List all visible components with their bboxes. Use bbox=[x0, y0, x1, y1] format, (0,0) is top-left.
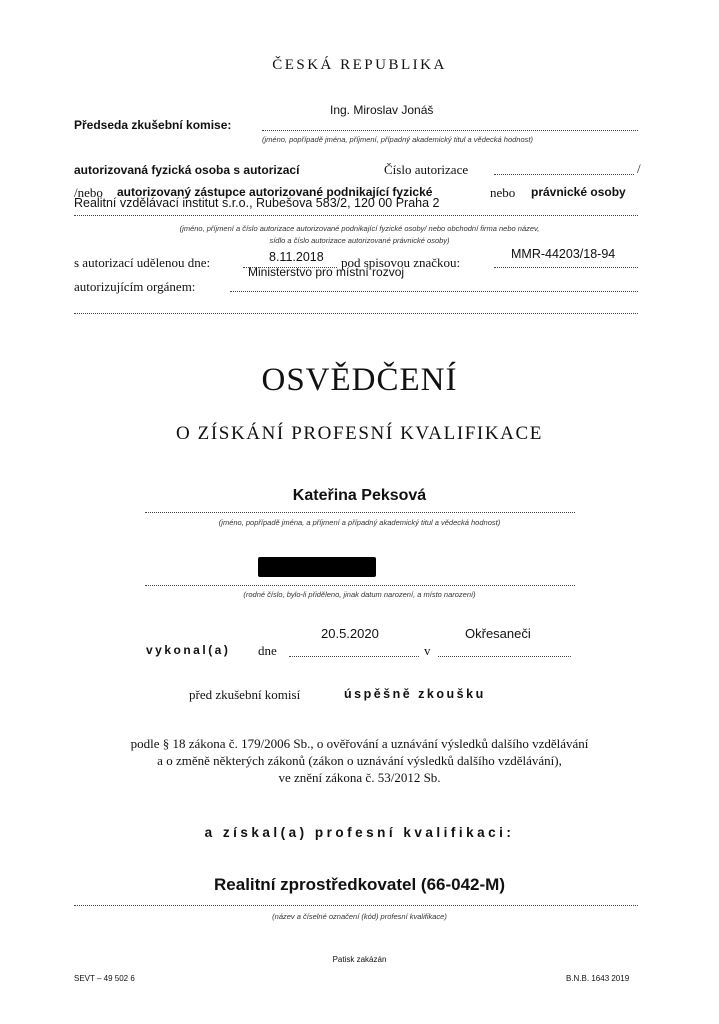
chair-note: (jméno, popřípadě jména, příjmení, případný akademický titul a vědecká hodnost) bbox=[262, 135, 533, 144]
exam-success-label: úspěšně zkoušku bbox=[344, 687, 486, 701]
firm-dotted-line bbox=[74, 215, 638, 216]
authorized-person-label: autorizovaná fyzická osoba s autorizací bbox=[74, 163, 300, 177]
alt-legal-entity: právnické osoby bbox=[531, 185, 626, 199]
firm-name: Realitní vzdělávací institut s.r.o., Rubešova 583/2, 120 00 Praha 2 bbox=[74, 196, 440, 210]
holder-name-note: (jméno, popřípadě jména, a příjmení a případný akademický titul a vědecká hodnost) bbox=[218, 518, 501, 527]
authorization-number-dotted-line bbox=[494, 174, 634, 175]
qualification-note: (název a číselné označení (kód) profesní kvalifikace) bbox=[272, 912, 447, 921]
birth-dotted-line bbox=[145, 585, 575, 586]
alt-nebo: nebo bbox=[490, 185, 516, 200]
law-line1: podle § 18 zákona č. 179/2006 Sb., o ověřování a uznávání výsledků dalšího vzdělávání bbox=[130, 736, 589, 751]
exam-place-label: v bbox=[424, 643, 431, 658]
commission-label: před zkušební komisí bbox=[189, 687, 301, 702]
file-number-label: pod spisovou značkou: bbox=[341, 255, 461, 270]
authorization-number-label: Číslo autorizace bbox=[384, 162, 469, 177]
firm-note-line1: (jméno, příjmení a číslo autorizace autorizované podnikající fyzické osoby/ nebo obchodní firma nebo název, bbox=[179, 224, 540, 233]
print-code: B.N.B. 1643 2019 bbox=[566, 974, 630, 983]
file-number-dotted-line bbox=[494, 267, 638, 268]
firm-note-line2: sídlo a číslo autorizace autorizované právnické osoby) bbox=[269, 236, 450, 245]
holder-name: Kateřina Peksová bbox=[292, 487, 427, 504]
reprint-notice: Patisk zakázán bbox=[332, 955, 387, 964]
granted-label: s autorizací udělenou dne: bbox=[74, 255, 211, 270]
authority-extra-dotted-line bbox=[74, 313, 638, 314]
exam-place: Okřesaneči bbox=[465, 626, 531, 641]
authority-name: Ministerstvo pro místní rozvoj bbox=[248, 265, 405, 279]
file-number: MMR-44203/18-94 bbox=[511, 247, 616, 261]
qualification-heading: a získal(a) profesní kvalifikaci: bbox=[204, 825, 515, 840]
alt-authorized-representative: autorizovaný zástupce autorizované podnikající fyzické bbox=[117, 185, 433, 199]
authority-dotted-line bbox=[230, 291, 638, 292]
birth-note: (rodné číslo, bylo-li přiděleno, jinak datum narození, a místo narození) bbox=[243, 590, 476, 599]
exam-date-dotted-line bbox=[289, 656, 419, 657]
authorization-number-slash: / bbox=[637, 161, 641, 176]
qualification-dotted-line bbox=[74, 905, 638, 906]
exam-date-label: dne bbox=[258, 643, 277, 658]
granted-date: 8.11.2018 bbox=[269, 250, 324, 264]
qualification-name: Realitní zprostředkovatel (66-042-M) bbox=[214, 875, 505, 894]
exam-date: 20.5.2020 bbox=[321, 626, 379, 641]
law-line2: a o změně některých zákonů (zákon o uznávání výsledků dalšího vzdělávání), bbox=[157, 753, 562, 768]
chair-name: Ing. Miroslav Jonáš bbox=[330, 103, 434, 117]
law-line3: ve znění zákona č. 53/2012 Sb. bbox=[278, 770, 441, 785]
chair-label: Předseda zkušební komise: bbox=[74, 118, 232, 132]
chair-dotted-line bbox=[262, 130, 638, 131]
authority-label: autorizujícím orgánem: bbox=[74, 279, 196, 294]
alt-prefix: /nebo bbox=[74, 185, 103, 200]
certificate-subtitle: O ZÍSKÁNÍ PROFESNÍ KVALIFIKACE bbox=[176, 423, 543, 444]
redacted-birth-info bbox=[258, 557, 376, 577]
holder-name-dotted-line bbox=[145, 512, 575, 513]
form-code: SEVT – 49 502 6 bbox=[74, 974, 135, 983]
exam-place-dotted-line bbox=[438, 656, 571, 657]
country-heading: ČESKÁ REPUBLIKA bbox=[272, 57, 447, 73]
performed-label: vykonal(a) bbox=[146, 643, 231, 657]
certificate-title: OSVĚDČENÍ bbox=[261, 362, 458, 398]
